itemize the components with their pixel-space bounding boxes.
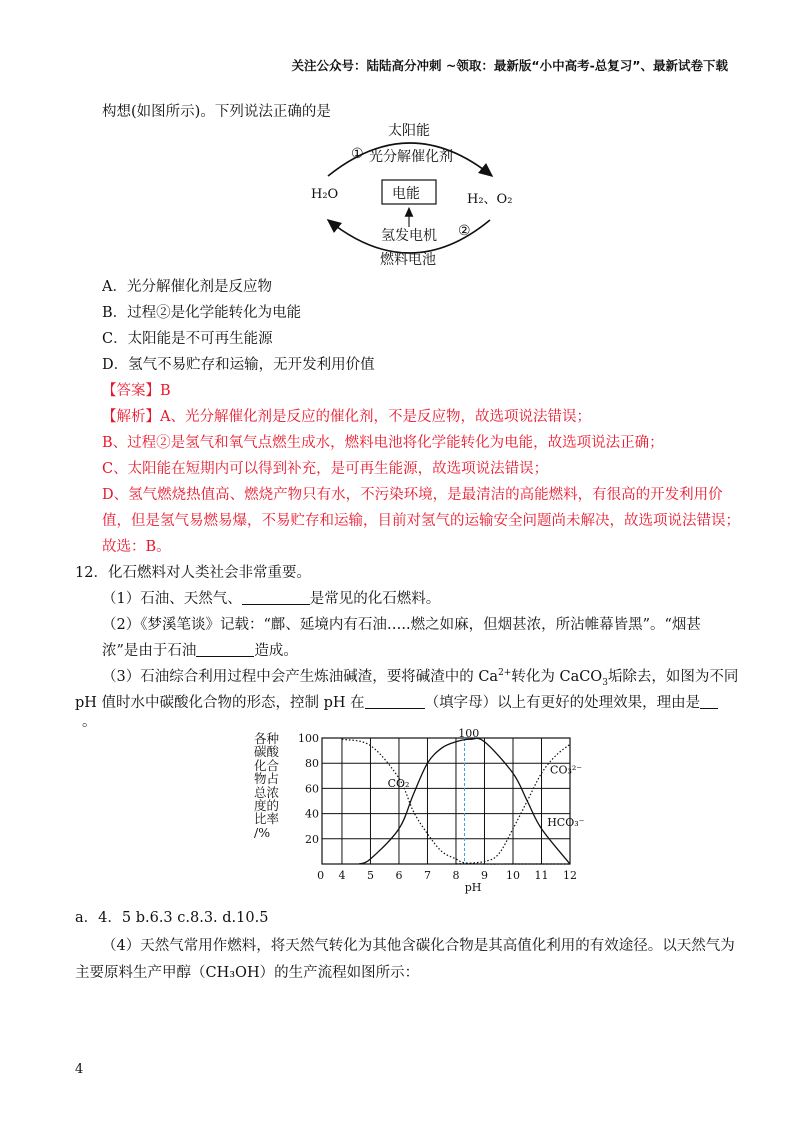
analysis-line-1 [102, 405, 591, 426]
h2o2-label: H₂、O₂ [467, 192, 513, 207]
label-hco3: HCO₃⁻ [547, 816, 585, 830]
analysis-line-2: B、过程②是氢气和氧气点燃生成水，燃料电池将化学能转化为电能，故选项说法正确； [102, 435, 664, 451]
option-b: B．过程②是化学能转化为电能 [102, 305, 302, 321]
analysis-line-5: 值，但是氢气易燃易爆，不易贮存和运输，目前对氢气的运输安全问题尚未解决，故选项说法错误； [102, 513, 740, 529]
x-tick-label: 0 [317, 869, 325, 882]
ylabel-line-6: 比率 [254, 811, 280, 827]
ylabel-line-4: 总浓 [254, 784, 280, 800]
x-tick-label: 8 [452, 869, 460, 882]
plateau-label: 100 [458, 727, 480, 740]
label-co2: CO₂ [387, 777, 410, 791]
q12-part3-c: 垢除去，如图为不同 [607, 669, 739, 685]
analysis-line-6: 故选：B。 [102, 539, 171, 555]
answer-label: 【答案】 [102, 383, 160, 399]
x-tick-label: 7 [423, 869, 431, 882]
ylabel-line-3: 物占 [254, 771, 280, 787]
x-tick-label: 6 [395, 869, 403, 882]
page-number: 4 [75, 1062, 84, 1077]
x-tick-label: 9 [480, 869, 488, 882]
q12-part3-d: pH 值时水中碳酸化合物的形态，控制 pH 在 [75, 695, 365, 711]
electric-label: 电能 [392, 186, 420, 202]
x-tick-label: 12 [563, 869, 577, 882]
y-tick-label: 80 [305, 757, 319, 771]
caco3-sub: 3 [602, 677, 608, 688]
ylabel-line-1: 碳酸 [254, 744, 280, 760]
option-d: D．氢气不易贮存和运输，无开发利用价值 [102, 357, 375, 373]
analysis-text-1: A、光分解催化剂是反应的催化剂，不是反应物，故选项说法错误； [160, 409, 591, 425]
blank-1[interactable] [242, 590, 310, 605]
x-tick-label: 10 [505, 869, 520, 882]
q12-part3-e: （填字母）以上有更好的处理效果，理由是 [424, 695, 701, 711]
q12-part2-line1: （2）《梦溪笔谈》记载：“鄜、延境内有石油…..燃之如麻，但烟甚浓，所沾帷幕皆黑”。“烟甚 [102, 617, 701, 633]
step1-label: ① [351, 146, 364, 162]
q12-part2-c: 造成。 [254, 643, 298, 659]
h2o-label: H₂O [311, 187, 339, 202]
answer-value: B [160, 383, 171, 399]
q12-part3-a: （3）石油综合利用过程中会产生炼油碱渣，要将碱渣中的 Ca [102, 669, 499, 685]
ca-charge: 2+ [498, 668, 512, 679]
blank-2[interactable] [196, 642, 254, 657]
x-tick-label: 11 [534, 869, 549, 882]
y-tick-label: 100 [298, 732, 319, 745]
analysis-line-3: C、太阳能在短期内可以得到补充，是可再生能源，故选项说法错误； [102, 461, 549, 477]
q12-part2-b: 浓”是由于石油 [102, 643, 197, 659]
ylabel-line-2: 化合 [254, 757, 280, 773]
q12-part4-line1: （4）天然气常用作燃料，将天然气转化为其他含碳化合物是其高值化利用的有效途径。以天然气为 [102, 938, 735, 954]
analysis-label: 【解析】 [102, 409, 160, 425]
q12-choices: a．4．5 b.6.3 c.8.3. d.10.5 [75, 910, 269, 926]
option-a: A．光分解催化剂是反应物 [102, 279, 272, 295]
q12-part3-line2 [75, 691, 718, 712]
q12-part4-line2: 主要原料生产甲醇（CH₃OH）的生产流程如图所示： [75, 965, 420, 981]
chart-ylabel [254, 732, 284, 839]
step2-label: ② [458, 223, 471, 239]
ylabel-line-7: /% [254, 824, 271, 840]
q12-part3-line1 [102, 665, 738, 688]
blank-4[interactable] [700, 694, 718, 709]
fuelcell-label: 燃料电池 [380, 252, 436, 268]
analysis-line-4: D、氢气燃烧热值高、燃烧产物只有水，不污染环境，是最清洁的高能燃料，有很高的开发利用价 [102, 487, 723, 503]
q12-stem: 12．化石燃料对人类社会非常重要。 [75, 565, 311, 581]
q12-part1 [102, 587, 440, 608]
page-header: 关注公众号：陆陆高分冲刺 ~领取：最新版“小中高考-总复习”、最新试卷下载 [291, 58, 728, 73]
ylabel-line-0: 各种 [254, 731, 280, 746]
plot-frame [322, 738, 570, 864]
q12-part3-end: 。 [82, 714, 97, 730]
label-co3: CO₃²⁻ [550, 763, 583, 777]
x-axis-label: pH [464, 881, 482, 894]
x-tick-label: 5 [366, 869, 374, 882]
q11-intro: 构想(如图所示)。下列说法正确的是 [102, 104, 331, 120]
option-c: C．太阳能是不可再生能源 [102, 331, 273, 347]
ylabel-line-5: 度的 [254, 798, 280, 814]
carbonate-species-chart [240, 726, 585, 896]
q12-part3-b: 转化为 CaCO [511, 669, 603, 685]
q12-part1-a: （1）石油、天然气、 [102, 591, 242, 607]
catalyst-label: 光分解催化剂 [369, 149, 453, 165]
sun-label: 太阳能 [388, 123, 430, 139]
generator-label: 氢发电机 [381, 228, 437, 244]
y-tick-label: 20 [305, 832, 319, 846]
q12-part1-b: 是常见的化石燃料。 [309, 591, 441, 607]
answer-line [102, 379, 171, 400]
blank-3[interactable] [365, 694, 425, 709]
q12-part2-line2 [102, 639, 298, 660]
x-tick-label: 4 [338, 869, 346, 882]
y-tick-label: 40 [305, 807, 319, 821]
y-tick-label: 60 [305, 782, 319, 796]
